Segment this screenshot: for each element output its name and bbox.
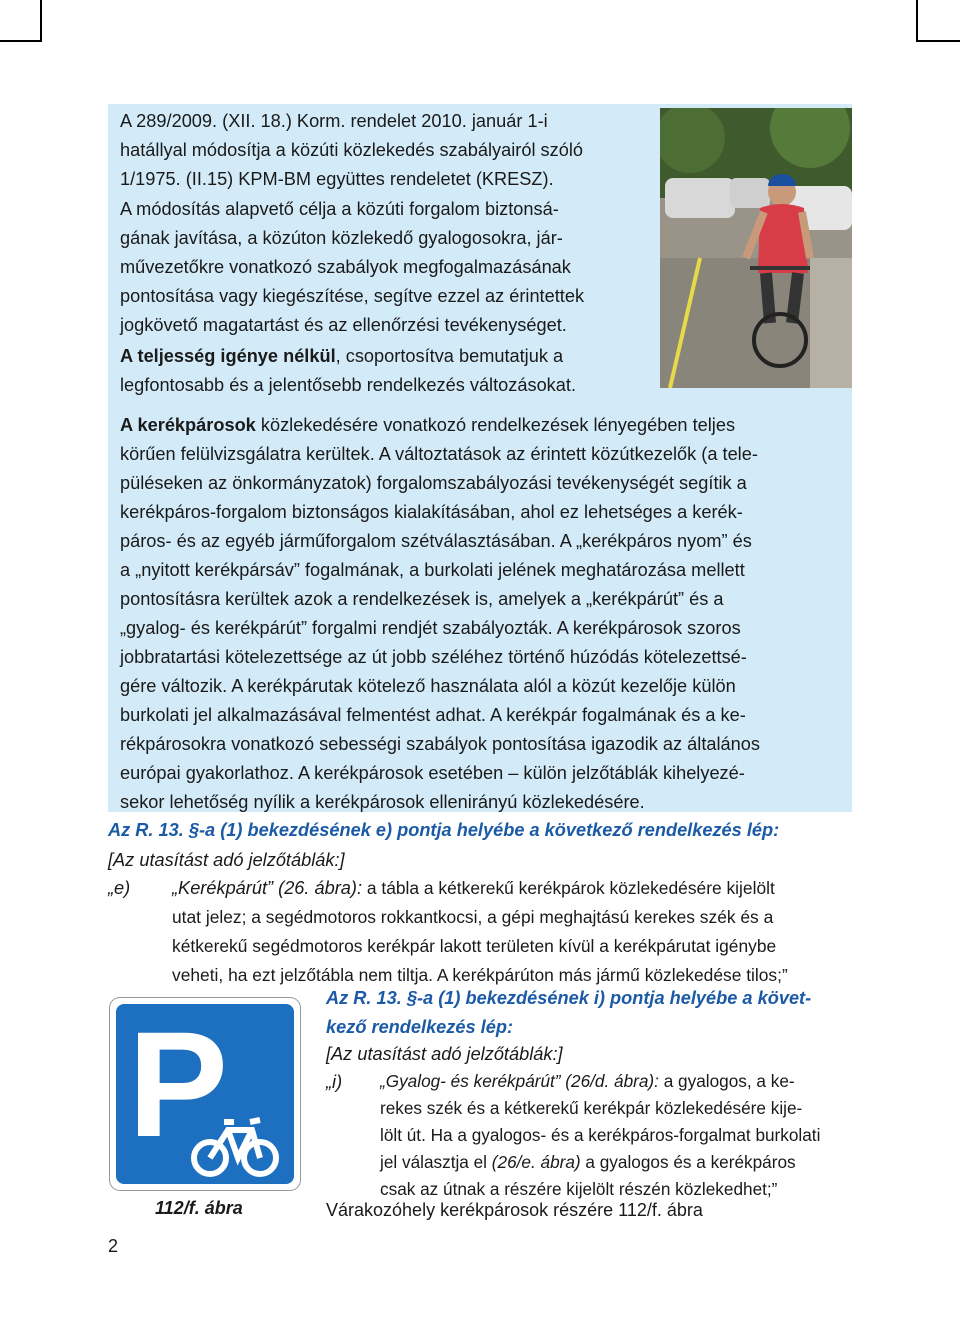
term: „Kerékpárút” (26. ábra): (172, 878, 363, 898)
paragraph-line: kerékpáros-forgalom biztonságos kialakításában, ahol ez lehetséges a kerék- (120, 502, 743, 522)
item-label: „i) (326, 1072, 343, 1092)
amendment-line: rekes szék és a kétkerekű kerékpár közlekedésére kije- (380, 1098, 803, 1118)
paragraph-line: rékpárosokra vonatkozó sebességi szabályok pontosítása igazodik az általános (120, 734, 760, 754)
amendment-line: veheti, ha ezt jelzőtábla nem tiltja. A kerékpárúton más jármű közlekedése tilos;” (172, 965, 788, 985)
paragraph-line: gére változik. A kerékpárutak kötelező használata alól a közút kezelője külön (120, 676, 736, 696)
paragraph-line: burkolati jel alkalmazásával felmentést adhat. A kerékpár fogalmának és a ke- (120, 705, 746, 725)
term: (26/e. ábra) (491, 1152, 581, 1172)
amendment-line (172, 874, 852, 903)
amendment-line: utat jelez; a segédmotoros rokkantkocsi, a gépi meghajtású kerekes szék és a (172, 907, 774, 927)
paragraph-line: „gyalog- és kerékpárút” forgalmi rendjét szabályozták. A kerékpárosok szoros (120, 618, 741, 638)
purpose-line: gának javítása, a közúton közlekedő gyalogosokra, jár- (120, 228, 563, 248)
cyclist-paragraph (120, 411, 840, 817)
amendment-bracket: [Az utasítást adó jelzőtáblák:] (108, 850, 345, 870)
amendment-line: kétkerekű segédmotoros kerékpár lakott területen kívül a kerékpárutat igénybe (172, 936, 777, 956)
page-number: 2 (108, 1236, 119, 1256)
item-label: „e) (108, 878, 131, 898)
crop-mark (0, 40, 42, 42)
text-run: a tábla a kétkerekű kerékpárok közlekedésére kijelölt (362, 878, 775, 898)
paragraph-line: páros- és az egyéb járműforgalom szétválasztásában. A „kerékpáros nyom” és (120, 531, 752, 551)
intro-line: hatállyal módosítja a közúti közlekedés szabályairól szóló (120, 140, 584, 160)
amendment-body (172, 874, 852, 990)
paragraph-line: körűen felülvizsgálatra kerültek. A változtatások az érintett közútkezelők (a tele- (120, 444, 758, 464)
paragraph-line: jobbratartási kötelezettsége az út jobb széléhez történő húzódás kötelezettsé- (120, 647, 747, 667)
paragraph-line: pontosításra kerültek azok a rendelkezések is, amelyek a „kerékpárút” és a (120, 589, 724, 609)
purpose-line: A módosítás alapvető célja a közúti forgalom biztonsá- (120, 199, 559, 219)
text-run: , csoportosítva bemutatjuk a (335, 346, 564, 366)
summary-line: legfontosabb és a jelentősebb rendelkezés változásokat. (120, 375, 577, 395)
paragraph-line (120, 411, 840, 440)
crop-mark (918, 40, 960, 42)
sign-caption: 112/f. ábra (155, 1198, 243, 1218)
amendment-title-line: kező rendelkezés lép: (326, 1017, 514, 1037)
intro-text (120, 107, 640, 400)
amendment-bracket: [Az utasítást adó jelzőtáblák:] (326, 1044, 563, 1064)
amendment-line (380, 1149, 856, 1176)
text-run: közlekedésére vonatkozó rendelkezések lényegében teljes (255, 415, 736, 435)
crop-mark (916, 0, 918, 42)
amendment-title-line: Az R. 13. §-a (1) bekezdésének i) pontja helyébe a követ- (326, 988, 812, 1008)
purpose-line: pontosítása vagy kiegészítése, segítve ezzel az érintettek (120, 286, 585, 306)
sign-letter: P (128, 1000, 229, 1168)
amendment-line (380, 1068, 856, 1095)
crop-mark (40, 0, 42, 42)
text-run: a gyalogos, a ke- (658, 1071, 795, 1091)
paragraph-line: sekor lehetőség nyílik a kerékpárosok ellenirányú közlekedésére. (120, 792, 645, 812)
text-run: a gyalogos és a kerékpáros (580, 1152, 796, 1172)
purpose-line: jogkövető magatartást és az ellenőrzési tevékenységet. (120, 315, 567, 335)
text-run: jel választja el (380, 1152, 492, 1172)
intro-line: A 289/2009. (XII. 18.) Korm. rendelet 2010. január 1-i (120, 111, 548, 131)
amendment-title (326, 984, 856, 1042)
amendment-line: csak az útnak a részére kijelölt részén közlekedhet;” (380, 1179, 778, 1199)
amendment-line: lölt út. Ha a gyalogos- és a kerékpáros-forgalmat burkolati (380, 1125, 821, 1145)
amendment-title: Az R. 13. §-a (1) bekezdésének e) pontja helyébe a következő rendelkezés lép: (108, 820, 780, 840)
sign-description: Várakozóhely kerékpárosok részére 112/f. ábra (326, 1200, 703, 1220)
paragraph-line: európai gyakorlathoz. A kerékpárosok esetében – külön jelzőtáblák kihelyezé- (120, 763, 745, 783)
purpose-line: művezetőkre vonatkozó szabályok megfogalmazásának (120, 257, 571, 277)
summary-line (120, 342, 640, 371)
intro-line: 1/1975. (II.15) KPM-BM együttes rendeletet (KRESZ). (120, 169, 554, 189)
bold-phrase: A kerékpárosok (120, 415, 256, 435)
term: „Gyalog- és kerékpárút” (26/d. ábra): (380, 1071, 659, 1091)
bold-phrase: A teljesség igénye nélkül (120, 346, 336, 366)
paragraph-line: püléseken az önkormányzatok) forgalomszabályozási tevékenységét segítik a (120, 473, 747, 493)
cyclist-photo (660, 108, 852, 388)
paragraph-line: a „nyitott kerékpársáv” fogalmának, a burkolati jelének meghatározása mellett (120, 560, 745, 580)
parking-sign (110, 998, 300, 1190)
amendment-body (380, 1068, 856, 1203)
